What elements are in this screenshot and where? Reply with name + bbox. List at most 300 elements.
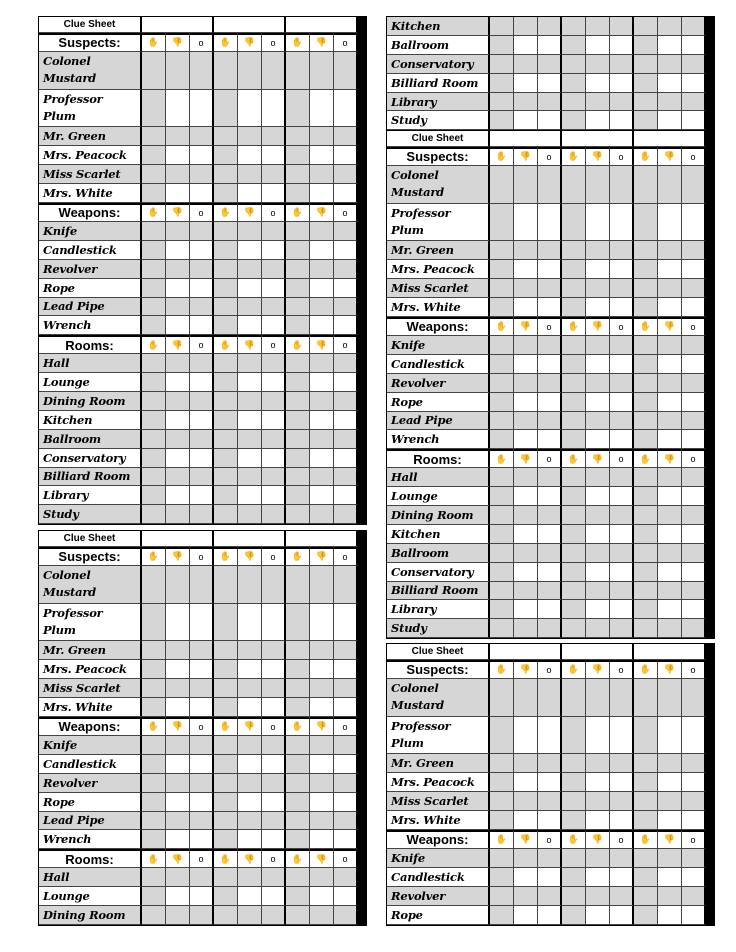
check-cell[interactable] <box>262 316 286 335</box>
check-cell[interactable] <box>658 717 682 755</box>
check-cell[interactable] <box>214 90 238 128</box>
check-cell[interactable] <box>166 146 190 165</box>
check-cell[interactable] <box>190 468 214 487</box>
check-cell[interactable] <box>286 755 310 774</box>
check-cell[interactable] <box>562 582 586 601</box>
check-cell[interactable] <box>142 165 166 184</box>
check-cell[interactable] <box>166 165 190 184</box>
check-cell[interactable] <box>286 887 310 906</box>
check-cell[interactable] <box>238 774 262 793</box>
check-cell[interactable] <box>610 619 634 638</box>
check-cell[interactable] <box>238 298 262 317</box>
check-cell[interactable] <box>286 279 310 298</box>
check-cell[interactable] <box>238 641 262 660</box>
check-cell[interactable] <box>586 868 610 887</box>
check-cell[interactable] <box>262 641 286 660</box>
check-cell[interactable] <box>166 241 190 260</box>
check-cell[interactable] <box>166 449 190 468</box>
check-cell[interactable] <box>682 887 706 906</box>
check-cell[interactable] <box>682 717 706 755</box>
check-cell[interactable] <box>334 679 358 698</box>
check-cell[interactable] <box>286 793 310 812</box>
check-cell[interactable] <box>214 430 238 449</box>
check-cell[interactable] <box>682 506 706 525</box>
check-cell[interactable] <box>166 830 190 849</box>
check-cell[interactable] <box>214 279 238 298</box>
check-cell[interactable] <box>562 393 586 412</box>
check-cell[interactable] <box>214 793 238 812</box>
check-cell[interactable] <box>214 241 238 260</box>
check-cell[interactable] <box>286 316 310 335</box>
check-cell[interactable] <box>334 298 358 317</box>
check-cell[interactable] <box>262 793 286 812</box>
check-cell[interactable] <box>334 830 358 849</box>
check-cell[interactable] <box>490 93 514 112</box>
check-cell[interactable] <box>490 393 514 412</box>
check-cell[interactable] <box>166 90 190 128</box>
check-cell[interactable] <box>190 486 214 505</box>
check-cell[interactable] <box>610 754 634 773</box>
check-cell[interactable] <box>514 487 538 506</box>
check-cell[interactable] <box>214 52 238 90</box>
check-cell[interactable] <box>310 566 334 604</box>
check-cell[interactable] <box>538 525 562 544</box>
check-cell[interactable] <box>238 793 262 812</box>
check-cell[interactable] <box>310 184 334 203</box>
check-cell[interactable] <box>214 830 238 849</box>
check-cell[interactable] <box>262 373 286 392</box>
check-cell[interactable] <box>262 698 286 717</box>
check-cell[interactable] <box>514 336 538 355</box>
check-cell[interactable] <box>190 679 214 698</box>
check-cell[interactable] <box>334 812 358 831</box>
check-cell[interactable] <box>238 679 262 698</box>
check-cell[interactable] <box>658 582 682 601</box>
check-cell[interactable] <box>310 260 334 279</box>
check-cell[interactable] <box>214 184 238 203</box>
check-cell[interactable] <box>238 52 262 90</box>
check-cell[interactable] <box>166 736 190 755</box>
check-cell[interactable] <box>142 316 166 335</box>
check-cell[interactable] <box>538 298 562 317</box>
check-cell[interactable] <box>166 774 190 793</box>
check-cell[interactable] <box>214 698 238 717</box>
check-cell[interactable] <box>658 74 682 93</box>
check-cell[interactable] <box>538 506 562 525</box>
check-cell[interactable] <box>166 316 190 335</box>
check-cell[interactable] <box>214 486 238 505</box>
check-cell[interactable] <box>586 563 610 582</box>
check-cell[interactable] <box>682 619 706 638</box>
check-cell[interactable] <box>562 374 586 393</box>
check-cell[interactable] <box>562 55 586 74</box>
check-cell[interactable] <box>334 90 358 128</box>
check-cell[interactable] <box>538 355 562 374</box>
check-cell[interactable] <box>586 204 610 242</box>
check-cell[interactable] <box>286 430 310 449</box>
check-cell[interactable] <box>262 52 286 90</box>
check-cell[interactable] <box>538 811 562 830</box>
check-cell[interactable] <box>610 506 634 525</box>
check-cell[interactable] <box>286 354 310 373</box>
check-cell[interactable] <box>682 93 706 112</box>
check-cell[interactable] <box>682 773 706 792</box>
check-cell[interactable] <box>310 906 334 925</box>
check-cell[interactable] <box>238 887 262 906</box>
check-cell[interactable] <box>634 887 658 906</box>
check-cell[interactable] <box>238 604 262 642</box>
check-cell[interactable] <box>286 165 310 184</box>
check-cell[interactable] <box>214 566 238 604</box>
check-cell[interactable] <box>214 165 238 184</box>
check-cell[interactable] <box>334 505 358 524</box>
check-cell[interactable] <box>658 887 682 906</box>
check-cell[interactable] <box>682 792 706 811</box>
check-cell[interactable] <box>142 566 166 604</box>
check-cell[interactable] <box>262 298 286 317</box>
check-cell[interactable] <box>238 755 262 774</box>
check-cell[interactable] <box>610 430 634 449</box>
check-cell[interactable] <box>310 241 334 260</box>
check-cell[interactable] <box>238 146 262 165</box>
check-cell[interactable] <box>286 449 310 468</box>
check-cell[interactable] <box>262 660 286 679</box>
check-cell[interactable] <box>238 241 262 260</box>
check-cell[interactable] <box>562 355 586 374</box>
check-cell[interactable] <box>682 468 706 487</box>
check-cell[interactable] <box>658 679 682 717</box>
check-cell[interactable] <box>538 487 562 506</box>
check-cell[interactable] <box>238 468 262 487</box>
check-cell[interactable] <box>586 336 610 355</box>
check-cell[interactable] <box>310 698 334 717</box>
check-cell[interactable] <box>538 36 562 55</box>
check-cell[interactable] <box>586 679 610 717</box>
check-cell[interactable] <box>214 146 238 165</box>
check-cell[interactable] <box>658 600 682 619</box>
check-cell[interactable] <box>658 773 682 792</box>
check-cell[interactable] <box>490 111 514 130</box>
check-cell[interactable] <box>490 487 514 506</box>
check-cell[interactable] <box>286 127 310 146</box>
check-cell[interactable] <box>262 411 286 430</box>
check-cell[interactable] <box>586 111 610 130</box>
check-cell[interactable] <box>262 184 286 203</box>
check-cell[interactable] <box>490 468 514 487</box>
check-cell[interactable] <box>586 582 610 601</box>
check-cell[interactable] <box>286 830 310 849</box>
check-cell[interactable] <box>214 887 238 906</box>
check-cell[interactable] <box>262 260 286 279</box>
check-cell[interactable] <box>634 17 658 36</box>
check-cell[interactable] <box>562 887 586 906</box>
check-cell[interactable] <box>166 468 190 487</box>
check-cell[interactable] <box>190 184 214 203</box>
check-cell[interactable] <box>610 241 634 260</box>
check-cell[interactable] <box>310 90 334 128</box>
check-cell[interactable] <box>586 773 610 792</box>
check-cell[interactable] <box>490 336 514 355</box>
check-cell[interactable] <box>190 392 214 411</box>
check-cell[interactable] <box>586 17 610 36</box>
check-cell[interactable] <box>310 222 334 241</box>
check-cell[interactable] <box>490 582 514 601</box>
check-cell[interactable] <box>262 604 286 642</box>
check-cell[interactable] <box>514 506 538 525</box>
check-cell[interactable] <box>190 52 214 90</box>
check-cell[interactable] <box>310 641 334 660</box>
check-cell[interactable] <box>538 906 562 925</box>
check-cell[interactable] <box>586 55 610 74</box>
check-cell[interactable] <box>262 127 286 146</box>
check-cell[interactable] <box>262 449 286 468</box>
check-cell[interactable] <box>610 36 634 55</box>
check-cell[interactable] <box>334 887 358 906</box>
check-cell[interactable] <box>262 755 286 774</box>
check-cell[interactable] <box>334 222 358 241</box>
check-cell[interactable] <box>634 412 658 431</box>
check-cell[interactable] <box>562 906 586 925</box>
check-cell[interactable] <box>286 641 310 660</box>
check-cell[interactable] <box>166 127 190 146</box>
check-cell[interactable] <box>538 773 562 792</box>
check-cell[interactable] <box>682 849 706 868</box>
check-cell[interactable] <box>634 374 658 393</box>
check-cell[interactable] <box>490 355 514 374</box>
check-cell[interactable] <box>538 17 562 36</box>
check-cell[interactable] <box>658 468 682 487</box>
check-cell[interactable] <box>190 449 214 468</box>
check-cell[interactable] <box>610 773 634 792</box>
check-cell[interactable] <box>490 887 514 906</box>
check-cell[interactable] <box>286 604 310 642</box>
check-cell[interactable] <box>286 660 310 679</box>
check-cell[interactable] <box>190 698 214 717</box>
check-cell[interactable] <box>634 279 658 298</box>
check-cell[interactable] <box>514 17 538 36</box>
check-cell[interactable] <box>658 393 682 412</box>
check-cell[interactable] <box>286 566 310 604</box>
check-cell[interactable] <box>310 736 334 755</box>
check-cell[interactable] <box>166 222 190 241</box>
check-cell[interactable] <box>310 604 334 642</box>
check-cell[interactable] <box>166 486 190 505</box>
check-cell[interactable] <box>238 486 262 505</box>
check-cell[interactable] <box>190 298 214 317</box>
check-cell[interactable] <box>562 430 586 449</box>
check-cell[interactable] <box>610 74 634 93</box>
check-cell[interactable] <box>166 641 190 660</box>
check-cell[interactable] <box>682 563 706 582</box>
check-cell[interactable] <box>586 430 610 449</box>
check-cell[interactable] <box>262 812 286 831</box>
check-cell[interactable] <box>610 906 634 925</box>
check-cell[interactable] <box>610 336 634 355</box>
check-cell[interactable] <box>490 849 514 868</box>
check-cell[interactable] <box>490 619 514 638</box>
check-cell[interactable] <box>634 811 658 830</box>
check-cell[interactable] <box>262 430 286 449</box>
check-cell[interactable] <box>334 165 358 184</box>
check-cell[interactable] <box>490 412 514 431</box>
check-cell[interactable] <box>562 36 586 55</box>
check-cell[interactable] <box>538 600 562 619</box>
check-cell[interactable] <box>262 222 286 241</box>
check-cell[interactable] <box>238 449 262 468</box>
check-cell[interactable] <box>190 830 214 849</box>
check-cell[interactable] <box>286 373 310 392</box>
check-cell[interactable] <box>514 55 538 74</box>
check-cell[interactable] <box>562 336 586 355</box>
check-cell[interactable] <box>586 279 610 298</box>
check-cell[interactable] <box>238 260 262 279</box>
check-cell[interactable] <box>286 298 310 317</box>
check-cell[interactable] <box>682 412 706 431</box>
check-cell[interactable] <box>514 849 538 868</box>
check-cell[interactable] <box>538 412 562 431</box>
check-cell[interactable] <box>166 906 190 925</box>
check-cell[interactable] <box>238 906 262 925</box>
check-cell[interactable] <box>514 906 538 925</box>
check-cell[interactable] <box>166 279 190 298</box>
check-cell[interactable] <box>682 336 706 355</box>
check-cell[interactable] <box>142 641 166 660</box>
check-cell[interactable] <box>610 849 634 868</box>
check-cell[interactable] <box>658 906 682 925</box>
check-cell[interactable] <box>310 298 334 317</box>
check-cell[interactable] <box>634 619 658 638</box>
check-cell[interactable] <box>562 717 586 755</box>
check-cell[interactable] <box>238 316 262 335</box>
check-cell[interactable] <box>610 393 634 412</box>
check-cell[interactable] <box>190 373 214 392</box>
check-cell[interactable] <box>310 411 334 430</box>
check-cell[interactable] <box>262 392 286 411</box>
check-cell[interactable] <box>214 411 238 430</box>
check-cell[interactable] <box>214 604 238 642</box>
check-cell[interactable] <box>490 36 514 55</box>
check-cell[interactable] <box>586 525 610 544</box>
check-cell[interactable] <box>538 563 562 582</box>
check-cell[interactable] <box>166 430 190 449</box>
check-cell[interactable] <box>262 566 286 604</box>
check-cell[interactable] <box>658 412 682 431</box>
check-cell[interactable] <box>634 582 658 601</box>
check-cell[interactable] <box>610 279 634 298</box>
check-cell[interactable] <box>634 55 658 74</box>
check-cell[interactable] <box>610 355 634 374</box>
check-cell[interactable] <box>514 93 538 112</box>
check-cell[interactable] <box>214 316 238 335</box>
check-cell[interactable] <box>610 260 634 279</box>
check-cell[interactable] <box>514 393 538 412</box>
check-cell[interactable] <box>634 600 658 619</box>
check-cell[interactable] <box>634 93 658 112</box>
check-cell[interactable] <box>586 74 610 93</box>
check-cell[interactable] <box>262 774 286 793</box>
check-cell[interactable] <box>634 355 658 374</box>
check-cell[interactable] <box>190 774 214 793</box>
check-cell[interactable] <box>310 279 334 298</box>
check-cell[interactable] <box>610 679 634 717</box>
check-cell[interactable] <box>334 127 358 146</box>
check-cell[interactable] <box>238 354 262 373</box>
check-cell[interactable] <box>538 468 562 487</box>
check-cell[interactable] <box>658 544 682 563</box>
check-cell[interactable] <box>166 887 190 906</box>
check-cell[interactable] <box>538 241 562 260</box>
check-cell[interactable] <box>610 887 634 906</box>
check-cell[interactable] <box>682 74 706 93</box>
check-cell[interactable] <box>682 600 706 619</box>
check-cell[interactable] <box>562 412 586 431</box>
check-cell[interactable] <box>562 811 586 830</box>
check-cell[interactable] <box>610 525 634 544</box>
check-cell[interactable] <box>658 868 682 887</box>
check-cell[interactable] <box>634 111 658 130</box>
check-cell[interactable] <box>658 487 682 506</box>
check-cell[interactable] <box>334 184 358 203</box>
check-cell[interactable] <box>634 717 658 755</box>
check-cell[interactable] <box>634 36 658 55</box>
check-cell[interactable] <box>490 506 514 525</box>
check-cell[interactable] <box>166 566 190 604</box>
check-cell[interactable] <box>682 393 706 412</box>
check-cell[interactable] <box>286 812 310 831</box>
check-cell[interactable] <box>562 563 586 582</box>
check-cell[interactable] <box>190 279 214 298</box>
check-cell[interactable] <box>490 279 514 298</box>
check-cell[interactable] <box>610 487 634 506</box>
check-cell[interactable] <box>658 279 682 298</box>
check-cell[interactable] <box>562 241 586 260</box>
check-cell[interactable] <box>490 811 514 830</box>
check-cell[interactable] <box>538 111 562 130</box>
check-cell[interactable] <box>658 811 682 830</box>
check-cell[interactable] <box>286 184 310 203</box>
check-cell[interactable] <box>514 563 538 582</box>
check-cell[interactable] <box>658 55 682 74</box>
check-cell[interactable] <box>514 374 538 393</box>
check-cell[interactable] <box>682 260 706 279</box>
check-cell[interactable] <box>166 679 190 698</box>
check-cell[interactable] <box>610 717 634 755</box>
check-cell[interactable] <box>142 449 166 468</box>
check-cell[interactable] <box>490 17 514 36</box>
check-cell[interactable] <box>190 906 214 925</box>
check-cell[interactable] <box>634 563 658 582</box>
check-cell[interactable] <box>658 336 682 355</box>
check-cell[interactable] <box>238 868 262 887</box>
check-cell[interactable] <box>334 279 358 298</box>
check-cell[interactable] <box>262 887 286 906</box>
check-cell[interactable] <box>634 336 658 355</box>
check-cell[interactable] <box>238 184 262 203</box>
check-cell[interactable] <box>286 698 310 717</box>
check-cell[interactable] <box>238 430 262 449</box>
check-cell[interactable] <box>286 260 310 279</box>
check-cell[interactable] <box>262 486 286 505</box>
check-cell[interactable] <box>562 298 586 317</box>
check-cell[interactable] <box>286 736 310 755</box>
check-cell[interactable] <box>334 698 358 717</box>
check-cell[interactable] <box>214 449 238 468</box>
check-cell[interactable] <box>490 773 514 792</box>
check-cell[interactable] <box>286 868 310 887</box>
check-cell[interactable] <box>682 298 706 317</box>
check-cell[interactable] <box>310 127 334 146</box>
check-cell[interactable] <box>610 204 634 242</box>
